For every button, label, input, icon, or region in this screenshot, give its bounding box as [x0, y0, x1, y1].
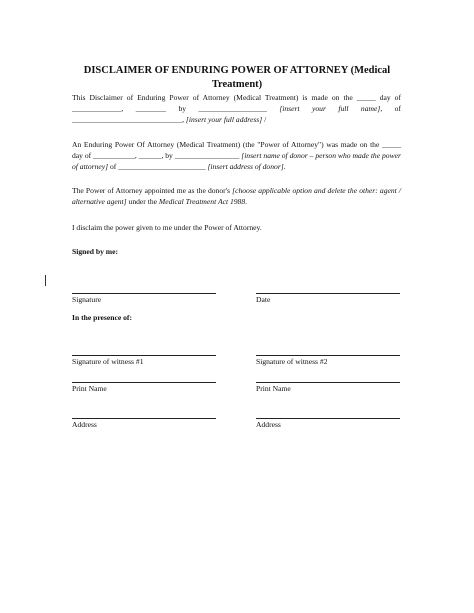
paragraph-disclaim-statement: I disclaim the power given to me under the Power of Attorney. — [72, 223, 262, 232]
paragraph-appointment — [72, 185, 401, 207]
signed-by-label: Signed by me: — [72, 247, 118, 256]
witness1-signature-label: Signature of witness #1 — [72, 357, 144, 366]
witness1-print-name-line[interactable] — [72, 382, 216, 383]
in-presence-label: In the presence of: — [72, 313, 132, 322]
para2-text-3: . — [283, 162, 286, 171]
para3-italic-2: Medical Treatment Act 1988 — [158, 197, 246, 206]
text-cursor — [45, 275, 46, 286]
witness1-print-name-label: Print Name — [72, 384, 107, 393]
para1-text-1: This Disclaimer of Enduring Power of Attorney (Medical Treatment) is made on the _____ day of _____________, ________ by __________________ — [72, 93, 401, 113]
paragraph-power-of-attorney-made — [72, 139, 401, 172]
para1-italic-2: [insert your full address] — [185, 115, 263, 124]
para1-text-2: , of _____________________________, — [72, 104, 401, 124]
witness1-address-line[interactable] — [72, 418, 216, 419]
witness2-address-line[interactable] — [256, 418, 400, 419]
para2-text-1: An Enduring Power Of Attorney (Medical Treatment) (the "Power of Attorney") was made on the _____ day of ___________, ______, by _________________ — [72, 140, 401, 160]
signature-label: Signature — [72, 295, 102, 304]
para2-text-2: of _______________________ — [108, 162, 208, 171]
witness2-signature-label: Signature of witness #2 — [256, 357, 328, 366]
witness2-signature-line[interactable] — [256, 355, 400, 356]
para2-italic-2: [insert address of donor] — [207, 162, 284, 171]
witness2-print-name-label: Print Name — [256, 384, 291, 393]
date-label: Date — [256, 295, 271, 304]
witness1-address-label: Address — [72, 420, 97, 429]
signature-line[interactable] — [72, 293, 216, 294]
document-title: DISCLAIMER OF ENDURING POWER OF ATTORNEY (Medical Treatment) — [83, 65, 391, 90]
witness2-print-name-line[interactable] — [256, 382, 400, 383]
para3-text-1: The Power of Attorney appointed me as the donor's — [72, 186, 233, 195]
para3-italic-1: [choose applicable option and delete the other: agent / alternative agent] — [72, 186, 402, 206]
para1-text-3: / — [262, 115, 267, 124]
paragraph-disclaimer-intro — [72, 92, 401, 125]
para2-italic-1: [insert name of donor – person who made the power of attorney] — [72, 151, 401, 171]
witness2-address-label: Address — [256, 420, 281, 429]
date-line[interactable] — [256, 293, 400, 294]
para3-text-2: under the — [126, 197, 159, 206]
para3-text-3: . — [245, 197, 248, 206]
para1-italic-1: [insert your full name] — [279, 104, 381, 113]
witness1-signature-line[interactable] — [72, 355, 216, 356]
